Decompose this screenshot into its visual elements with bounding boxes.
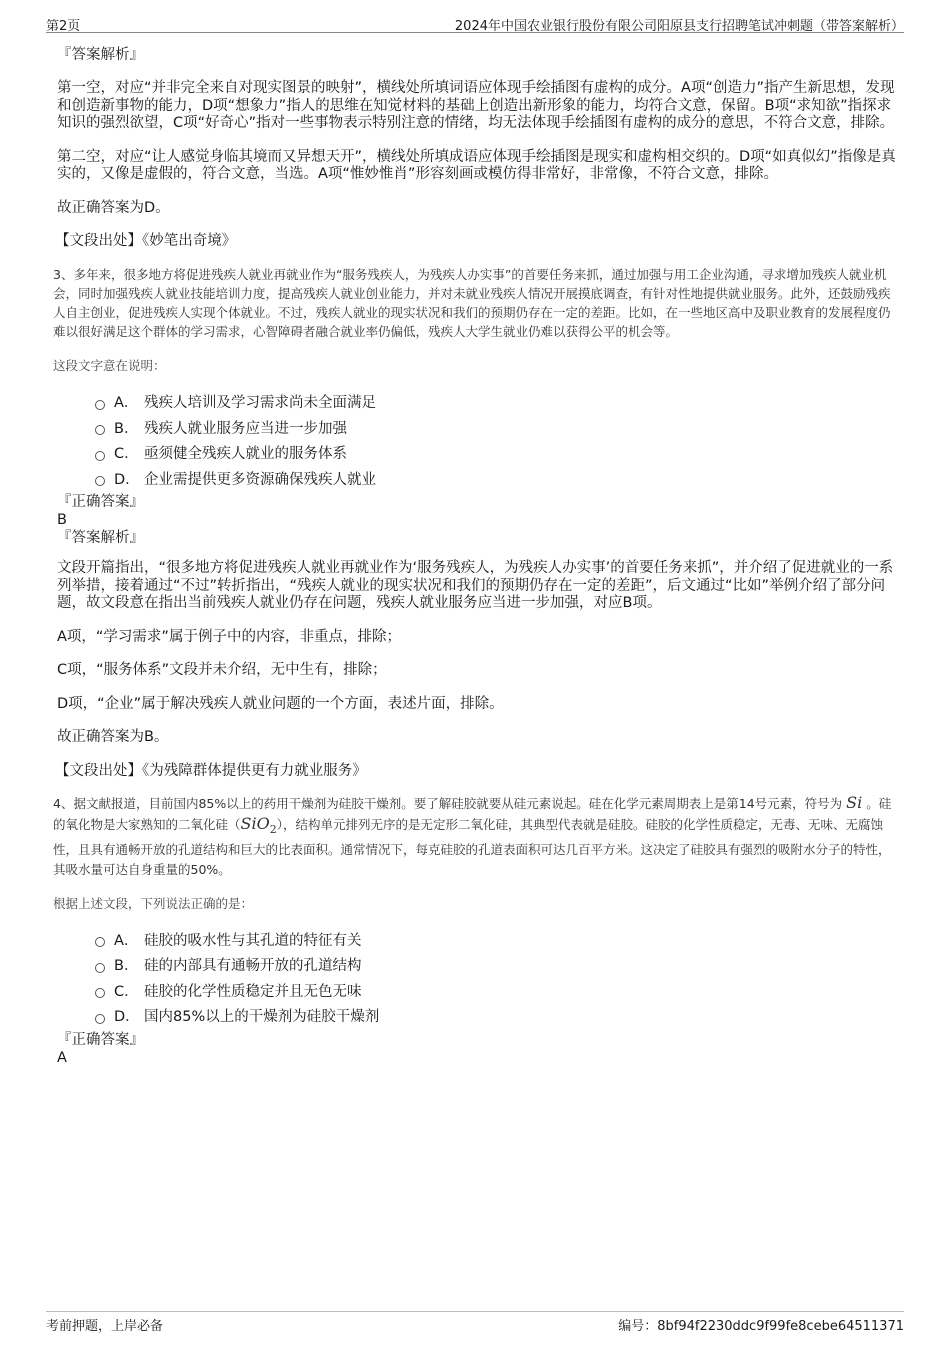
radio-icon[interactable] bbox=[95, 963, 105, 973]
analysis-paragraph: 第二空，对应“让人感觉身临其境而又异想天开”，横线处所填成语应体现手绘插图是现实和虚构相交织的。D项“如真似幻”指像是真实的，又像是虚假的，符合文意，当选。A项“惟妙惟肖”形容刻画或模仿得非常好，非常像，不符合文意，排除。 bbox=[57, 148, 896, 182]
correct-answer-value: B bbox=[57, 512, 67, 528]
radio-icon[interactable] bbox=[95, 425, 105, 435]
option-c[interactable]: C． 硅胶的化学性质稳定并且无色无味 bbox=[95, 978, 900, 1004]
analysis-paragraph: A项，“学习需求”属于例子中的内容，非重点，排除； bbox=[57, 628, 401, 645]
question-3-text: 3、多年来，很多地方将促进残疾人就业再就业作为“服务残疾人，为残疾人办实事”的首要任务来抓，通过加强与用工企业沟通，寻求增加残疾人就业机会，同时加强残疾人就业技能培训力度，提高残疾人就业创业能力，并对未就业残疾人情况开展摸底调查，有针对性地提供就业服务。此外，还鼓励残疾人自主创业，促进残疾人实现个体就业。不过，残疾人就业的现实状况和我们的预期仍存在一定的差距。比如，在一些地区高中及职业教育的发展程度仍难以很好满足这个群体的学习需求，心智障碍者融合就业率仍偏低，残疾人大学生就业仍难以获得公平的机会等。 bbox=[53, 267, 891, 339]
math-formula: Si bbox=[846, 792, 863, 812]
footer-divider bbox=[46, 1311, 904, 1312]
radio-icon[interactable] bbox=[95, 400, 105, 410]
page-header bbox=[0, 0, 950, 34]
option-b[interactable]: B． 硅的内部具有通畅开放的孔道结构 bbox=[95, 952, 900, 978]
question-4-text: 4、据文献报道，目前国内85%以上的药用干燥剂为硅胶干燥剂。要了解硅胶就要从硅元素说起。硅在化学元素周期表上是第14号元素，符号为 Si 。硅的氧化物是大家熟知的二氧化硅（SiO$_2$），结构单元排列无序的是无定形二氧化硅，其典型代表就是硅胶。硅胶的化学性质稳定，无毒、无味、无腐蚀性，且具有通畅开放的孔道结构和巨大的比表面积。通常情况下，每克硅胶的孔道表面积可达几百平方米。这决定了硅胶具有强烈的吸附水分子的特性，其吸水量可达自身重量的50%。 bbox=[53, 792, 892, 877]
option-b[interactable]: B． 残疾人就业服务应当进一步加强 bbox=[95, 415, 900, 441]
analysis-paragraph: 文段开篇指出，“很多地方将促进残疾人就业再就业作为‘服务残疾人，为残疾人办实事’的首要任务来抓”，并介绍了促进就业的一系列举措，接着通过“不过”转折指出，“残疾人就业的现实状况和我们的预期仍存在一定的差距”，后文通过“比如”举例介绍了部分问题，故文段意在指出当前残疾人就业仍存在问题，残疾人就业服务应当进一步加强，对应B项。 bbox=[57, 560, 894, 611]
option-d[interactable]: D． 国内85%以上的干燥剂为硅胶干燥剂 bbox=[95, 1003, 900, 1029]
page-footer bbox=[0, 1308, 950, 1345]
document-body bbox=[53, 44, 900, 1067]
option-d[interactable]: D． 企业需提供更多资源确保残疾人就业 bbox=[95, 466, 900, 492]
correct-answer-label: 『正确答案』 bbox=[57, 494, 144, 510]
question-4-options bbox=[95, 927, 900, 1029]
source-citation: 【文段出处】《为残障群体提供更有力就业服务》 bbox=[55, 762, 367, 779]
question-3-prompt: 这段文字意在说明： bbox=[53, 358, 166, 373]
correct-answer-label: 『正确答案』 bbox=[57, 1031, 144, 1048]
question-3-options bbox=[95, 389, 900, 491]
document-title: 2024年中国农业银行股份有限公司阳原县支行招聘笔试冲刺题（带答案解析） bbox=[454, 19, 904, 34]
document-id: 编号：8bf94f2230ddc9f99fe8cebe64511371 bbox=[618, 1319, 904, 1334]
radio-icon[interactable] bbox=[95, 1014, 105, 1024]
page-number: 第2页 bbox=[46, 19, 81, 34]
footer-slogan: 考前押题，上岸必备 bbox=[46, 1319, 164, 1334]
analysis-paragraph: D项，“企业”属于解决残疾人就业问题的一个方面，表述片面，排除。 bbox=[57, 695, 504, 712]
math-formula: SiO$_2$ bbox=[240, 813, 277, 836]
radio-icon[interactable] bbox=[95, 476, 105, 486]
analysis-label: 『答案解析』 bbox=[57, 47, 144, 63]
analysis-paragraph: C项，“服务体系”文段并未介绍，无中生有，排除； bbox=[57, 662, 387, 678]
header-divider bbox=[46, 32, 904, 33]
source-citation: 【文段出处】《妙笔出奇境》 bbox=[55, 233, 237, 249]
option-a[interactable]: A． 硅胶的吸水性与其孔道的特征有关 bbox=[95, 927, 900, 953]
radio-icon[interactable] bbox=[95, 937, 105, 947]
option-c[interactable]: C． 亟须健全残疾人就业的服务体系 bbox=[95, 440, 900, 466]
question-4-prompt: 根据上述文段，下列说法正确的是： bbox=[53, 895, 254, 911]
correct-answer-value: A bbox=[57, 1049, 67, 1066]
analysis-paragraph: 第一空，对应“并非完全来自对现实图景的映射”，横线处所填词语应体现手绘插图有虚构的成分。A项“创造力”指产生新思想，发现和创造新事物的能力，D项“想象力”指人的思维在知觉材料的基础上创造出新形象的能力，均符合文意，保留。B项“求知欲”指探求知识的强烈欲望，C项“好奇心”指对一些事物表示特别注意的情绪，均无法体现手绘插图有虚构的成分的意思，不符合文意，排除。 bbox=[57, 80, 895, 131]
analysis-label: 『答案解析』 bbox=[57, 530, 144, 546]
radio-icon[interactable] bbox=[95, 988, 105, 998]
analysis-conclusion: 故正确答案为B。 bbox=[57, 729, 169, 745]
analysis-conclusion: 故正确答案为D。 bbox=[57, 199, 170, 216]
radio-icon[interactable] bbox=[95, 451, 105, 461]
option-a[interactable]: A． 残疾人培训及学习需求尚未全面满足 bbox=[95, 389, 900, 415]
